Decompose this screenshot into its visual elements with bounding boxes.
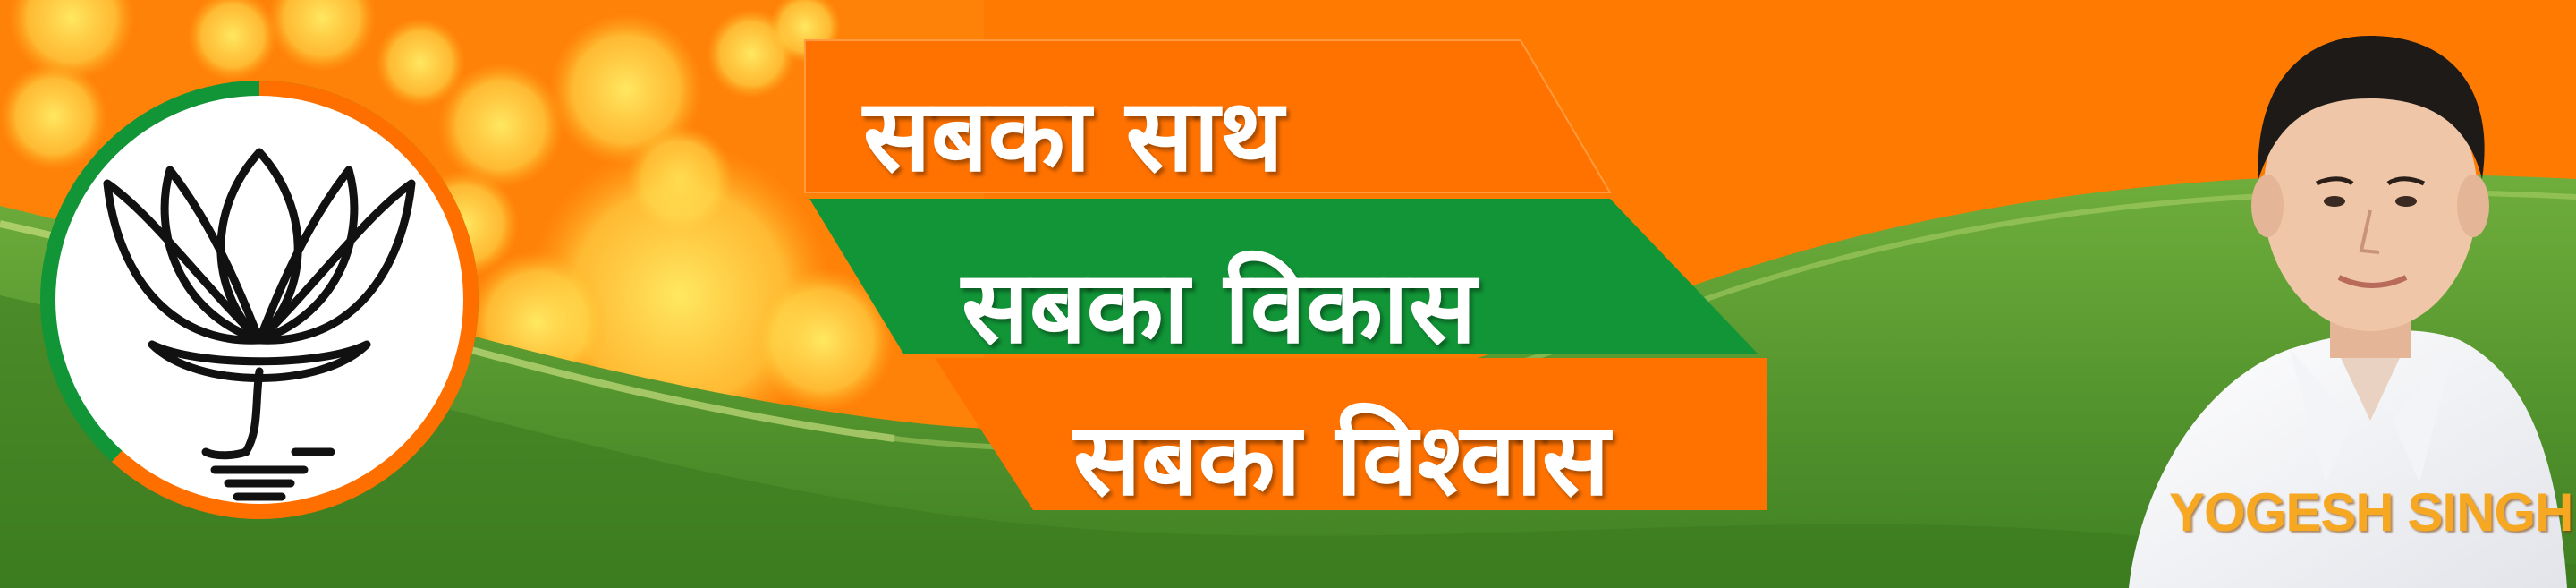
slogan-line-3: सबका विश्वास: [1073, 402, 1610, 518]
person-name: YOGESH SINGH: [2169, 482, 2573, 542]
logo-emblem: [40, 81, 479, 519]
slogan-line-1: सबका साथ: [863, 78, 1284, 194]
slogan-line-2: सबका विकास: [962, 250, 1477, 366]
